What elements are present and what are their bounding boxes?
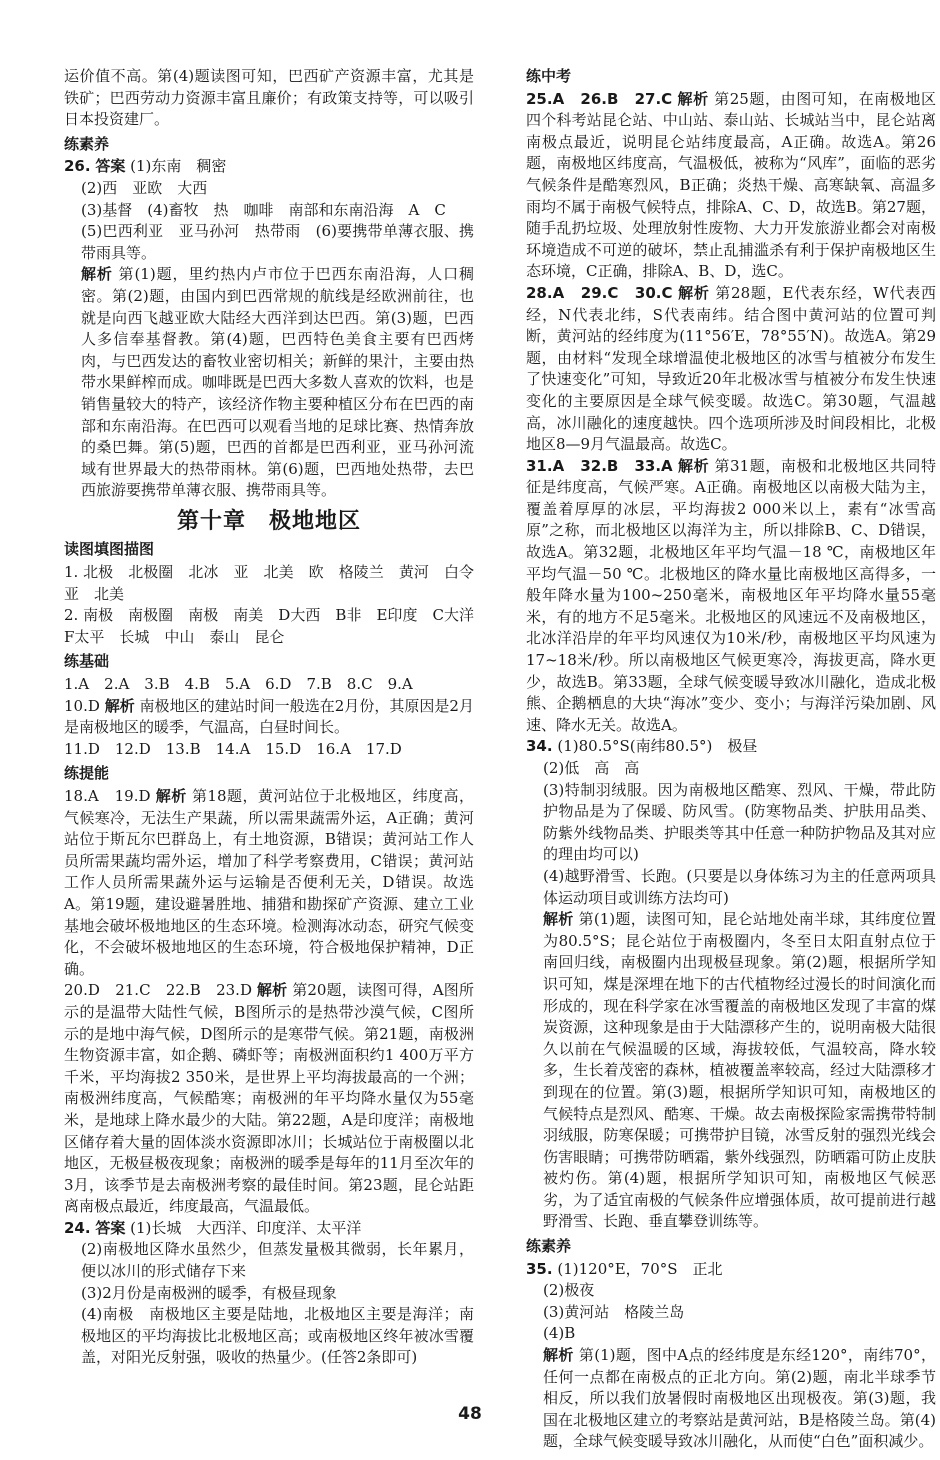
question-35: [526, 1259, 936, 1281]
explanation-label: 解析: [104, 696, 135, 715]
question-number: 20.D 21.C 22.B 23.D: [64, 981, 252, 1000]
explanation-label: 解析: [81, 265, 113, 284]
question-number: 31.A 32.B 33.A: [526, 456, 673, 475]
answer-line: 11.D 12.D 13.B 14.A 15.D 16.A 17.D: [64, 739, 402, 758]
section-heading: 练基础: [64, 652, 110, 671]
answer-line: (4)南极 南极地区主要是陆地，北极地区主要是海洋；南极地区的平均海拔比北极地区高；或南极地区终年被冰雪覆盖，对阳光反射强，吸收的热量少。(任答2条即可): [81, 1305, 474, 1367]
answer-line: (5)巴西利亚 亚马孙河 热带雨 (6)要携带单薄衣服、携带雨具等。: [81, 222, 474, 262]
chapter-title: 第十章 极地地区: [176, 508, 361, 534]
question-34: [526, 736, 936, 758]
question-number: 24.: [64, 1218, 91, 1237]
explanation-text: 第28题，E代表东经，W代表西经，N代表北纬，S代表南纬。结合图中黄河站的位置可判断，黄河站的经纬度为(11°56′E，78°55′N)。故选A。第29题，由材料“发现全球增温使北极地区的冰雪与植被分布发生了快速变化”可知，导致近20年北极冰雪与植被分布发生快速变化的主要原因是全球气候变暖。故选C。第30题，气温越高，冰川融化的速度越快。四个选项所涉及时间段相比，北极地区8—9月气温最高。故选C。: [526, 283, 936, 454]
question-10: [64, 696, 474, 739]
question-26: [64, 156, 474, 178]
answer-line: (2)南极地区降水虽然少，但蒸发量极其微弱，长年累月，便以冰川的形式储存下来: [81, 1240, 474, 1281]
question-number: 26.: [64, 157, 91, 176]
answer-line: (3)基督 (4)畜牧 热 咖啡 南部和东南沿海 A C: [81, 200, 446, 219]
question-number: 28.A 29.C 30.C: [526, 283, 673, 302]
section-heading: 练素养: [526, 1237, 572, 1256]
explanation-text: 第25题，由图可知，在南极地区四个科考站昆仑站、中山站、泰山站、长城站当中，昆仑站离南极点最近，说明昆仑站纬度最高，A正确。故选A。第26题，南极地区纬度高，气温极低，被称为“风库”，面临的恶劣气候条件是酷寒烈风，B正确；炎热干燥、高寒缺氧、高温多雨均不属于南极气候特点，排除A、C、D，故选B。第27题，随手乱扔垃圾、处理放射性废物、大力开发旅游业都会对南极环境造成不可逆的破坏，禁止乱捕滥杀有利于保护南极地区生态环境，C正确，排除A、B、D，选C。: [526, 89, 936, 281]
explanation: [526, 1345, 936, 1453]
section-heading: 读图填图描图: [64, 540, 155, 559]
explanation: [526, 909, 936, 1233]
explanation-text: 南极地区的建站时间一般选在2月份，其原因是2月是南极地区的暖季，气温高，白昼时间长。: [64, 696, 474, 737]
left-column: [64, 66, 490, 1369]
answer-line: 1.A 2.A 3.B 4.B 5.A 6.D 7.B 8.C 9.A: [64, 675, 413, 694]
answer-line: (3)2月份是南极洲的暖季，有极昼现象: [81, 1283, 337, 1302]
explanation-label: 解析: [543, 1346, 574, 1365]
explanation-label: 解析: [543, 910, 574, 929]
section-heading: 练素养: [64, 134, 110, 153]
question-number: 25.A 26.B 27.C: [526, 89, 673, 108]
page-number: 48: [458, 1404, 482, 1424]
answer-line: (3)黄河站 格陵兰岛: [543, 1302, 685, 1321]
question-31: [526, 456, 936, 737]
question-28: [526, 283, 936, 456]
text-paragraph: 运价值不高。第(4)题读图可知，巴西矿产资源丰富，尤其是铁矿；巴西劳动力资源丰富且廉价；有政策支持等，可以吸引日本投资建厂。: [64, 67, 474, 129]
section-heading: 练中考: [526, 67, 572, 85]
explanation-text: 第(1)题，里约热内卢市位于巴西东南沿海，人口稠密。第(2)题，由国内到巴西常规的航线是经欧洲前往，也就是向西飞越亚欧大陆经大西洋到达巴西。第(3)题，巴西人多信奉基督教。第(4)题，巴西特色美食主要有巴西烤肉，与巴西发达的畜牧业密切相关；新鲜的果汁，主要由热带水果鲜榨而成。咖啡既是巴西大多数人喜欢的饮料，也是销售量较大的特产，该经济作物主要种植区分布在巴西的南部和东南沿海。在巴西可以观看当地的足球比赛、热情奔放的桑巴舞。第(5)题，巴西的首都是巴西利亚，亚马孙河流域有世界最大的热带雨林。第(6)题，巴西地处热带，去巴西旅游要携带单薄衣服、携带雨具等。: [81, 265, 474, 500]
answer-line: (4)B: [543, 1324, 576, 1343]
answer-text: (1)120°E，70°S 正北: [557, 1259, 723, 1278]
answer-label: 答案: [95, 157, 126, 176]
explanation-text: 第(1)题，图中A点的经纬度是东经120°，南纬70°，任何一点都在南极点的正北方向。第(2)题，南北半球季节相反，所以我们放暑假时南极地区出现极夜。第(3)题，我国在北极地区建立的考察站是黄河站，B是格陵兰岛。第(4)题，全球气候变暖导致冰川融化，从而使“白色”面积减少。: [543, 1346, 936, 1451]
question-24: [64, 1218, 474, 1240]
question-18: [64, 786, 474, 980]
answer-line: 2. 南极 南极圈 南极 南美 D大西 B非 E印度 C大洋 F太平 长城 中山 泰山 昆仑: [64, 606, 490, 646]
answer-text: (1)80.5°S(南纬80.5°) 极昼: [557, 737, 758, 756]
answer-line: (2)极夜: [543, 1281, 595, 1300]
question-20: [64, 980, 474, 1218]
explanation-text: 第18题，黄河站位于北极地区，纬度高，气候寒冷，无法生产果蔬，所以需果蔬需外运，A正确；黄河站位于斯瓦尔巴群岛上，有土地资源，B错误；黄河站工作人员所需果蔬均需外运，增加了科学考察费用，C错误；黄河站工作人员所需果蔬外运与运输是否便利无关，D错误。故选A。第19题，建设避暑胜地、捕猎和勘探矿产资源、建立工业基地会破坏极地地区的生态环境。检测海冰动态，研究气候变化，不会破坏极地地区的生态环境，符合极地保护精神，D正确。: [64, 787, 474, 978]
answer-line: (4)越野滑雪、长跑。(只要是以身体练习为主的任意两项具体运动项目或训练方法均可): [543, 866, 936, 907]
right-column: [526, 66, 936, 1453]
explanation-label: 解析: [677, 89, 709, 108]
explanation-label: 解析: [678, 456, 710, 475]
answer-line: 1. 北极 北极圈 北冰 亚 北美 欧 格陵兰 黄河 白令 亚 北美: [64, 563, 490, 603]
question-number: 18.A 19.D: [64, 787, 151, 805]
answer-text: (1)东南 稠密: [130, 157, 227, 176]
explanation-label: 解析: [678, 283, 710, 302]
question-number: 34.: [526, 737, 553, 756]
explanation-text: 第(1)题，读图可知，昆仑站地处南半球，其纬度位置为80.5°S；昆仑站位于南极圈内，冬至日太阳直射点位于南回归线，南极圈内出现极昼现象。第(2)题，根据所学知识可知，煤是深埋在地下的古代植物经过漫长的时间演化而形成的，现在科学家在冰雪覆盖的南极地区发现了丰富的煤炭资源，这种现象是由于大陆漂移产生的，说明南极大陆很久以前在气候温暖的区域，海拔较低，气温较高，降水较多，生长着茂密的森林，植被覆盖率较高，经过大陆漂移才到现在的位置。第(3)题，根据所学知识可知，南极地区的气候特点是烈风、酷寒、干燥。故去南极探险家需携带特制羽绒服，防寒保暖；可携带护目镜，冰雪反射的强烈光线会伤害眼睛；可携带防晒霜，紫外线强烈，防晒霜可防止皮肤被灼伤。第(4)题，根据所学知识可知，南极地区气候恶劣，为了适宜南极的气候条件应增强体质，故可提前进行越野滑雪、长跑、垂直攀登训练等。: [543, 910, 936, 1231]
explanation-text: 第20题，读图可得，A图所示的是温带大陆性气候，B图所示的是热带沙漠气候，C图所示的是地中海气候，D图所示的是寒带气候。第21题，南极洲生物资源丰富，如企鹅、磷虾等；南极洲面积约1 400万平方千米，平均海拔2 350米，是世界上平均海拔最高的一个洲；南极洲纬度高，气候酷寒；南极洲的年平均降水量仅为55毫米，是地球上降水最少的大陆。第22题，A是印度洋；南极地区储存着大量的固体淡水资源即冰川；长城站位于南极圈以北地区，无极昼极夜现象；南极洲的暖季是每年的11月至次年的3月，该季节是去南极洲考察的最佳时间。第23题，昆仑站距离南极点最近，纬度最高，气温最低。: [64, 981, 474, 1216]
section-heading: 练提能: [64, 764, 110, 783]
answer-text: (1)长城 大西洋、印度洋、太平洋: [130, 1218, 362, 1237]
explanation-label: 解析: [155, 787, 187, 805]
question-number: 10.D: [64, 696, 100, 715]
answer-line: (2)低 高 高: [543, 759, 640, 777]
answer-label: 答案: [95, 1218, 126, 1237]
answer-line: (3)特制羽绒服。因为南极地区酷寒、烈风、干燥，带此防护物品是为了保暖、防风雪。(防寒物品类、护肤用品类、防紫外线物品类、护眼类等其中任意一种防护物品及其对应的理由均可以): [543, 780, 936, 864]
explanation: [64, 264, 474, 502]
question-25: [526, 89, 936, 283]
answer-line: (2)西 亚欧 大西: [81, 178, 208, 197]
explanation-label: 解析: [256, 981, 288, 1000]
explanation-text: 第31题，南极和北极地区共同特征是纬度高，气候严寒。A正确。南极地区以南极大陆为主，覆盖着厚厚的冰层，平均海拔2 000米以上，素有“冰雪高原”之称，而北极地区以海洋为主，所以排除B、C、D错误，故选A。第32题，北极地区年平均气温－18 ℃，南极地区年平均气温－50 ℃。北极地区的降水量比南极地区高得多，一般年降水量为100~250毫米，南极地区年平均降水量55毫米，有的地方不足5毫米。北极地区的风速远不及南极地区，北冰洋沿岸的年平均风速仅为10米/秒，南极地区平均风速为17~18米/秒。所以南极地区气候更寒冷，海拔更高，降水更少，故选B。第33题，全球气候变暖导致冰川融化，造成北极熊、企鹅栖息的大块“海冰”变少、变小；与海洋污染加剧、风速、降水无关。故选A。: [526, 456, 936, 734]
question-number: 35.: [526, 1259, 553, 1278]
